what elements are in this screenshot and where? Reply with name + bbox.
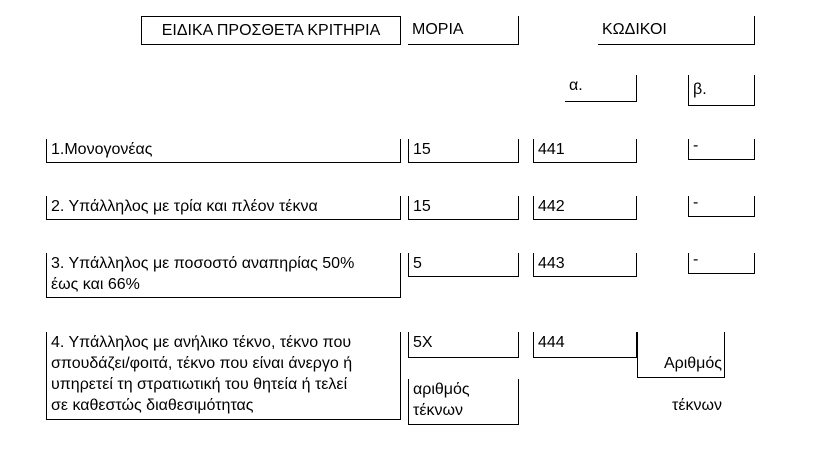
points-2: 15 [408,196,519,220]
criterion-4: 4. Υπάλληλος με ανήλικο τέκνο, τέκνο που σπουδάζει/φοιτά, τέκνο που είναι άνεργο ή υπηρετεί τη στρατιωτική του θητεία ή τελεί σε καθεστώς διαθεσιμότητας [46,332,401,420]
code-b-3: - [688,253,755,274]
code-a-3: 443 [533,253,637,277]
criterion-2: 2. Υπάλληλος με τρία και πλέον τέκνα [46,196,401,220]
code-b-1: - [688,139,755,160]
code-b-4-label-2: τέκνων [672,397,722,414]
code-b-4 [637,332,725,414]
criterion-3: 3. Υπάλληλος με ποσοστό αναπηρίας 50% έως και 66% [46,253,401,298]
points-header: ΜΟΡΙΑ [408,16,519,45]
code-b-4-label-1: Αριθμός [663,355,722,372]
code-a-1: 441 [533,139,637,163]
code-a-header: α. [565,75,637,102]
points-note-4: αριθμός τέκνων [408,379,519,425]
points-3: 5 [408,253,519,277]
criteria-header: ΕΙΔΙΚΑ ΠΡΟΣΘΕΤΑ ΚΡΙΤΗΡΙΑ [141,16,401,45]
points-4: 5Χ [408,332,519,358]
codes-header: ΚΩΔΙΚΟΙ [598,16,755,45]
code-b-2: - [688,196,755,217]
code-a-4: 444 [533,332,637,358]
code-b-header: β. [688,75,755,106]
criterion-1: 1.Μονογονέας [46,139,401,163]
points-1: 15 [408,139,519,163]
code-a-2: 442 [533,196,637,220]
